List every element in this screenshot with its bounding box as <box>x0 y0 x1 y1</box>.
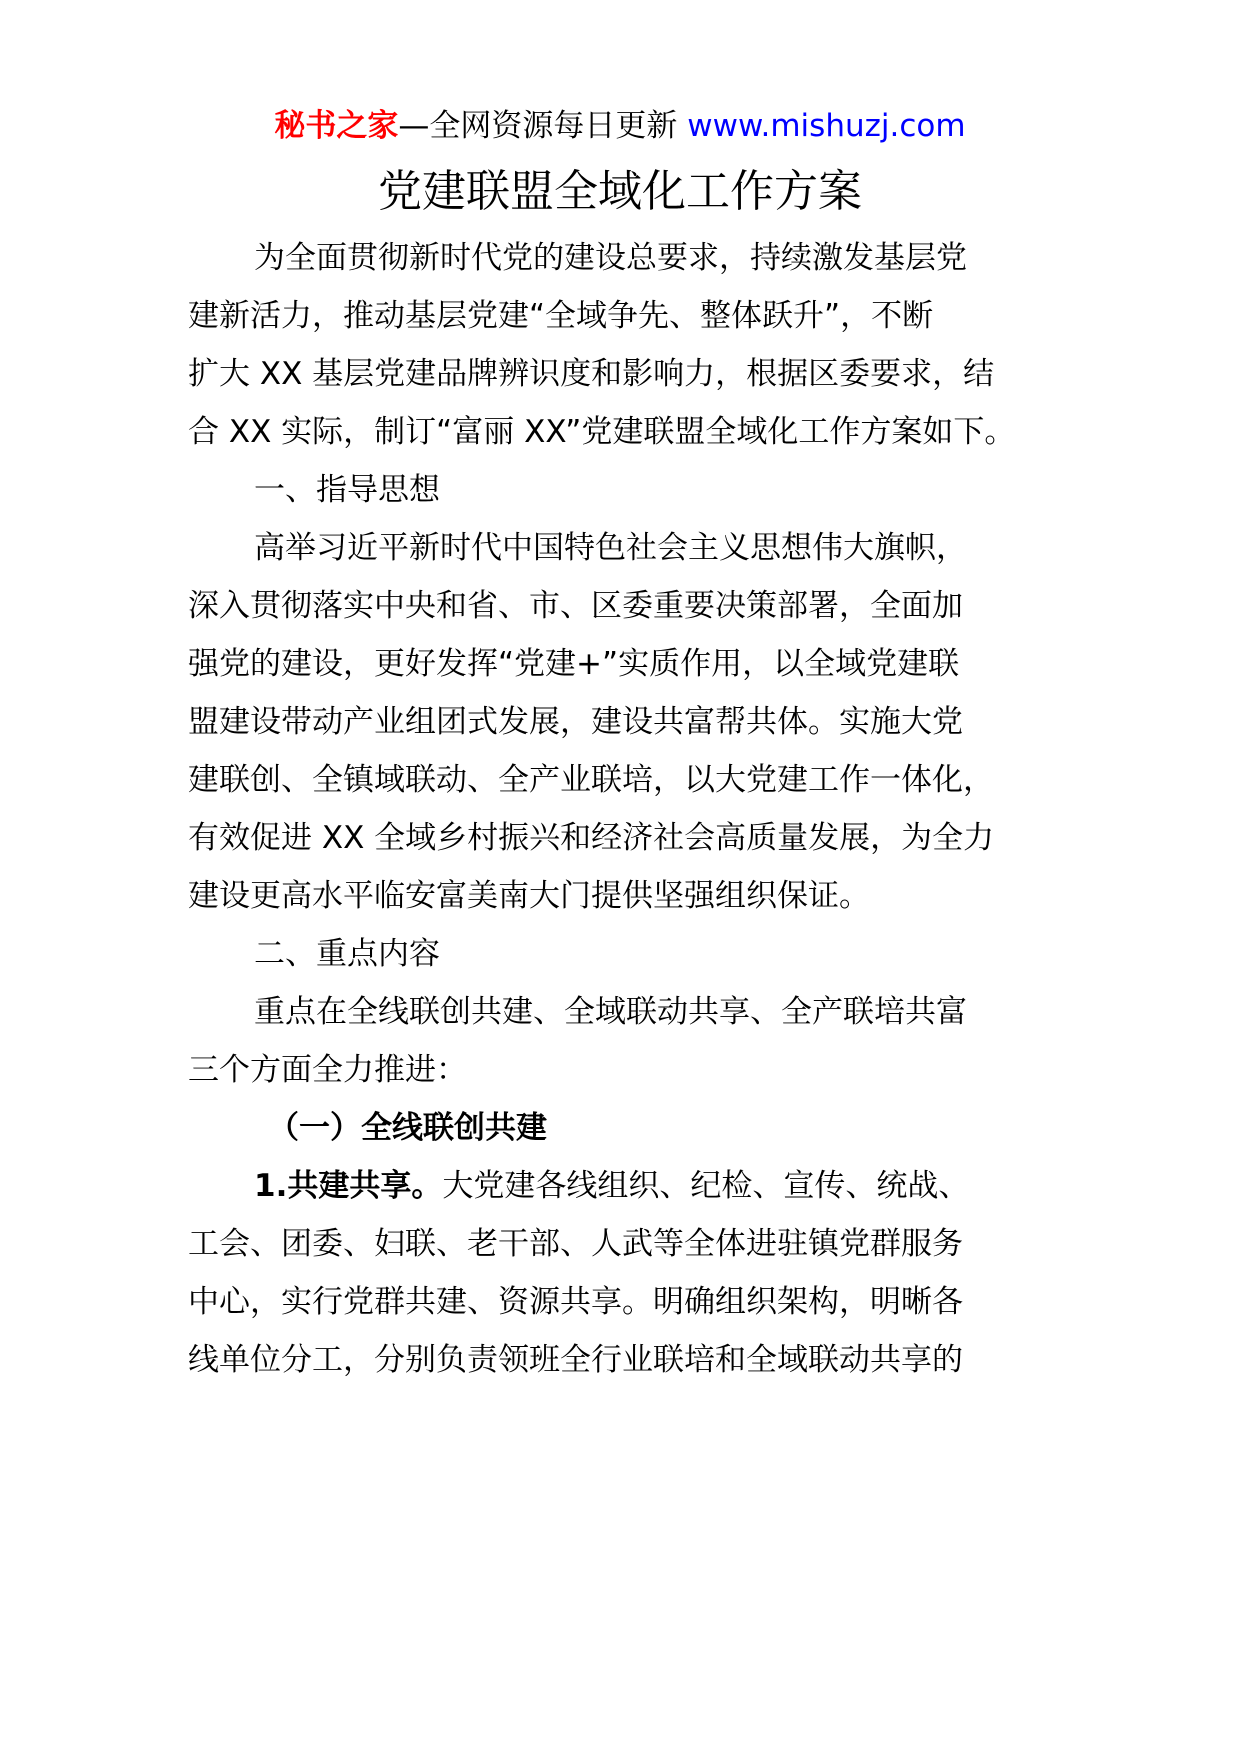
brand-name: 秘书之家 <box>274 108 399 144</box>
paragraph-line: 高举习近平新时代中国特色社会主义思想伟大旗帜， <box>254 530 967 566</box>
intro-line: 为全面贯彻新时代党的建设总要求，持续激发基层党 <box>254 240 967 276</box>
item-label: 1.共建共享。 <box>254 1168 443 1204</box>
site-header <box>0 104 1240 148</box>
paragraph-line: 工会、团委、妇联、老干部、人武等全体进驻镇党群服务 <box>188 1226 963 1262</box>
paragraph-line: 重点在全线联创共建、全域联动共享、全产联培共富 <box>254 994 967 1030</box>
document-title: 党建联盟全域化工作方案 <box>378 166 862 217</box>
paragraph-line: 三个方面全力推进： <box>188 1052 467 1088</box>
intro-line: 扩大 XX 基层党建品牌辨识度和影响力，根据区委要求，结 <box>188 356 995 392</box>
paragraph-line: 强党的建设，更好发挥“党建+”实质作用，以全域党建联 <box>188 646 960 682</box>
subsection-heading: （一）全线联创共建 <box>268 1110 547 1146</box>
item-first-line <box>254 1164 969 1208</box>
section-heading: 二、重点内容 <box>254 936 440 972</box>
brand-tagline: —全网资源每日更新 <box>398 108 678 144</box>
paragraph-line: 建联创、全镇域联动、全产业联培，以大党建工作一体化， <box>188 762 994 798</box>
brand-url-link[interactable]: www.mishuzj.com <box>687 108 966 144</box>
paragraph-line: 线单位分工，分别负责领班全行业联培和全域联动共享的 <box>188 1342 963 1378</box>
paragraph-line: 深入贯彻落实中央和省、市、区委重要决策部署，全面加 <box>188 588 963 624</box>
intro-line: 建新活力，推动基层党建“全域争先、整体跃升”，不断 <box>188 298 934 334</box>
paragraph-line: 中心，实行党群共建、资源共享。明确组织架构，明晰各 <box>188 1284 963 1320</box>
section-heading: 一、指导思想 <box>254 472 440 508</box>
paragraph-line: 盟建设带动产业组团式发展，建设共富帮共体。实施大党 <box>188 704 963 740</box>
item-text: 大党建各线组织、纪检、宣传、统战、 <box>442 1168 970 1204</box>
paragraph-line: 建设更高水平临安富美南大门提供坚强组织保证。 <box>188 878 870 914</box>
paragraph-line: 有效促进 XX 全域乡村振兴和经济社会高质量发展，为全力 <box>188 820 995 856</box>
intro-line: 合 XX 实际，制订“富丽 XX”党建联盟全域化工作方案如下。 <box>188 414 1016 450</box>
